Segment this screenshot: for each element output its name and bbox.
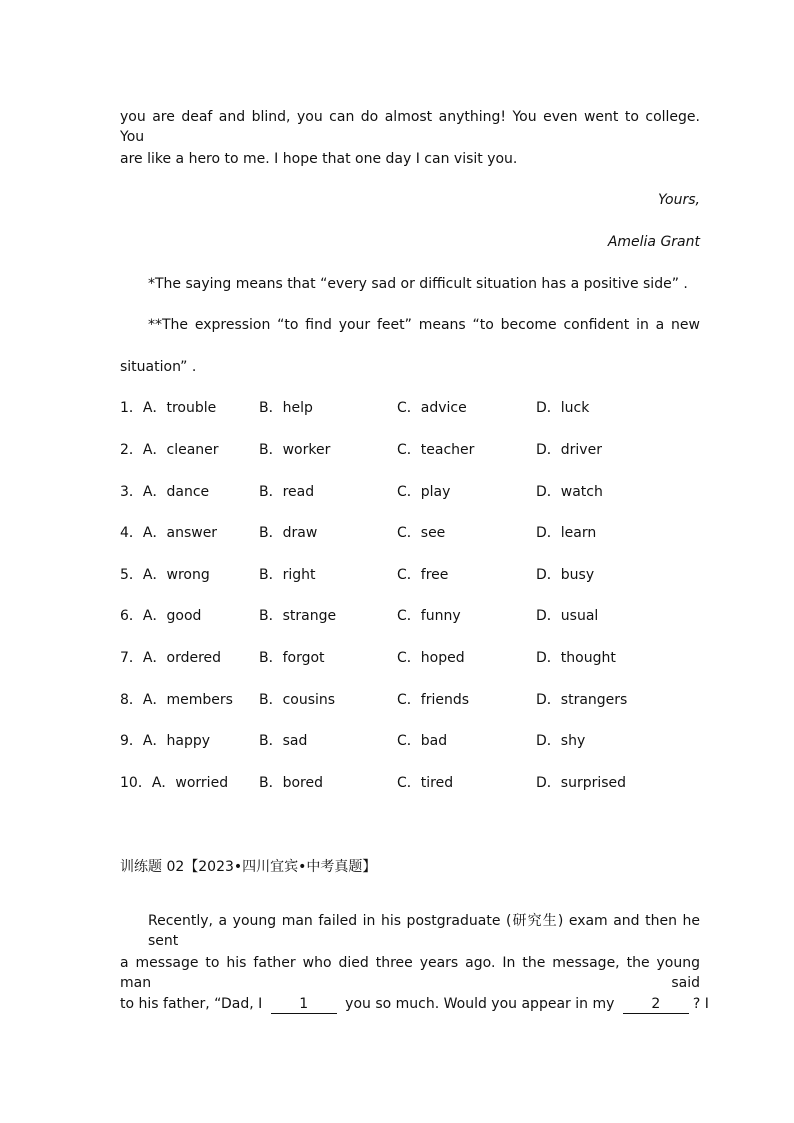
option-c: C．tired bbox=[397, 775, 454, 791]
option-d: D．thought bbox=[536, 650, 616, 666]
question-row bbox=[120, 606, 700, 626]
option-c: C．see bbox=[397, 525, 446, 541]
question-row bbox=[120, 773, 700, 793]
question-number-and-option-a: 5．A．wrong bbox=[120, 567, 210, 583]
option-d: D．driver bbox=[536, 442, 602, 458]
option-d: D．strangers bbox=[536, 692, 628, 708]
blank-2: 2 bbox=[623, 995, 689, 1014]
footnote-saying: *The saying means that “every sad or difficult situation has a positive side” . bbox=[148, 276, 688, 292]
option-c: C．funny bbox=[397, 608, 461, 624]
question-row bbox=[120, 523, 700, 543]
letter-signature: Amelia Grant bbox=[607, 234, 700, 250]
passage-line: you are deaf and blind, you can do almost anything! You even went to college. You bbox=[120, 109, 700, 145]
question-row bbox=[120, 731, 700, 751]
letter-closing: Yours, bbox=[658, 192, 700, 208]
question-row bbox=[120, 690, 700, 710]
option-b: B．sad bbox=[259, 733, 308, 749]
footnote-expression: **The expression “to find your feet” means “to become confident in a new bbox=[148, 317, 700, 333]
passage-line: Recently, a young man failed in his postgraduate (研究生) exam and then he sent bbox=[148, 913, 700, 949]
option-b: B．read bbox=[259, 484, 315, 500]
option-d: D．busy bbox=[536, 567, 595, 583]
question-number-and-option-a: 1．A．trouble bbox=[120, 400, 217, 416]
passage-text: ? I bbox=[692, 996, 709, 1012]
option-b: B．help bbox=[259, 400, 313, 416]
footnote-expression-cont: situation” . bbox=[120, 359, 197, 375]
question-row bbox=[120, 482, 700, 502]
passage-text: you so much. Would you appear in my bbox=[345, 996, 615, 1012]
passage-line-with-blanks bbox=[120, 994, 709, 1014]
question-number-and-option-a: 8．A．members bbox=[120, 692, 233, 708]
option-b: B．forgot bbox=[259, 650, 325, 666]
section-heading: 训练题 02【2023•四川宜宾•中考真题】 bbox=[120, 859, 377, 875]
option-b: B．strange bbox=[259, 608, 337, 624]
question-row bbox=[120, 440, 700, 460]
option-c: C．teacher bbox=[397, 442, 475, 458]
option-b: B．right bbox=[259, 567, 316, 583]
option-c: C．play bbox=[397, 484, 451, 500]
option-d: D．learn bbox=[536, 525, 597, 541]
option-c: C．bad bbox=[397, 733, 448, 749]
option-c: C．hoped bbox=[397, 650, 465, 666]
question-number-and-option-a: 2．A．cleaner bbox=[120, 442, 219, 458]
question-number-and-option-a: 7．A．ordered bbox=[120, 650, 222, 666]
blank-1: 1 bbox=[271, 995, 337, 1014]
option-b: B．bored bbox=[259, 775, 324, 791]
option-d: D．shy bbox=[536, 733, 586, 749]
option-d: D．luck bbox=[536, 400, 590, 416]
question-number-and-option-a: 4．A．answer bbox=[120, 525, 218, 541]
passage-line: are like a hero to me. I hope that one day I can visit you. bbox=[120, 151, 518, 167]
option-c: C．advice bbox=[397, 400, 467, 416]
question-row bbox=[120, 398, 700, 418]
question-number-and-option-a: 3．A．dance bbox=[120, 484, 210, 500]
option-c: C．friends bbox=[397, 692, 470, 708]
option-d: D．surprised bbox=[536, 775, 627, 791]
passage-text: to his father, “Dad, I bbox=[120, 996, 263, 1012]
option-d: D．usual bbox=[536, 608, 599, 624]
option-b: B．draw bbox=[259, 525, 318, 541]
question-row bbox=[120, 648, 700, 668]
option-b: B．cousins bbox=[259, 692, 336, 708]
question-number-and-option-a: 10．A．worried bbox=[120, 775, 229, 791]
question-number-and-option-a: 6．A．good bbox=[120, 608, 202, 624]
passage-line: a message to his father who died three years ago. In the message, the young man said bbox=[120, 955, 700, 991]
question-row bbox=[120, 565, 700, 585]
option-c: C．free bbox=[397, 567, 449, 583]
option-d: D．watch bbox=[536, 484, 603, 500]
option-b: B．worker bbox=[259, 442, 331, 458]
question-number-and-option-a: 9．A．happy bbox=[120, 733, 211, 749]
